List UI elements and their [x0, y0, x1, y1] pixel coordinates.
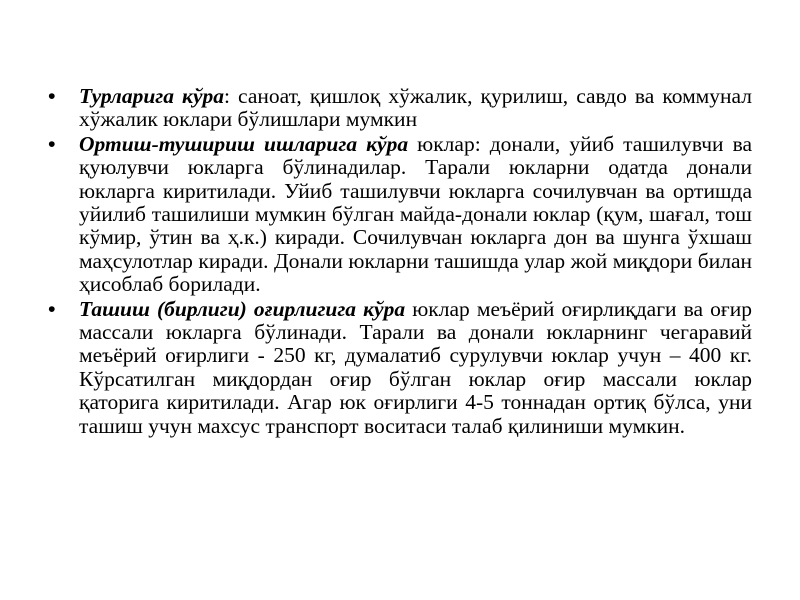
bullet-text-weight: юклар меъёрий оғирлиқдаги ва оғир массали юкларга бўлинади. Тарали ва донали юкларнинг чегаравий меъёрий оғирлиги - 250 кг, думалатиб сурулувчи юклар учун – 400 кг. Кўрсатилган миқдордан оғир бўлган юклар оғир массали юклар қаторига киритилади. Агар юк оғирлиги 4-5 тоннадан ортиқ бўлса, уни ташиш учун махсус транспорт воситаси талаб қилиниши мумкин. [79, 296, 752, 438]
bullet-item-loading [48, 133, 752, 297]
bullet-marker: • [48, 131, 56, 156]
bullet-item-weight [48, 298, 752, 438]
bullet-marker: • [48, 84, 56, 108]
bullet-list [48, 85, 752, 439]
bullet-lead-types: Турларига кўра [79, 84, 224, 108]
bullet-marker: • [48, 296, 56, 321]
bullet-text-loading: юклар: донали, уйиб ташилувчи ва қуюлувчи юкларга бўлинадилар. Тарали юкларни одатда донали юкларга киритилади. Уйиб ташилувчи юкларга сочилувчан ва ортишда уйилиб ташилиши мумкин бўлган майда-донали юклар (қум, шағал, тош кўмир, ўтин ва ҳ.к.) киради. Сочилувчан юкларга дон ва шунга ўхшаш маҳсулотлар киради. Донали юкларни ташишда улар жой миқдори билан ҳисоблаб борилади. [79, 131, 752, 297]
bullet-lead-weight: Ташиш (бирлиги) оғирлигига кўра [79, 296, 406, 321]
bullet-lead-loading: Ортиш-тушириш ишларига кўра [79, 131, 409, 156]
bullet-text-types: : саноат, қишлоқ хўжалик, қурилиш, савдо ва коммунал хўжалик юклари бўлишлари мумкин [79, 84, 753, 132]
bullet-item-types [48, 85, 752, 132]
